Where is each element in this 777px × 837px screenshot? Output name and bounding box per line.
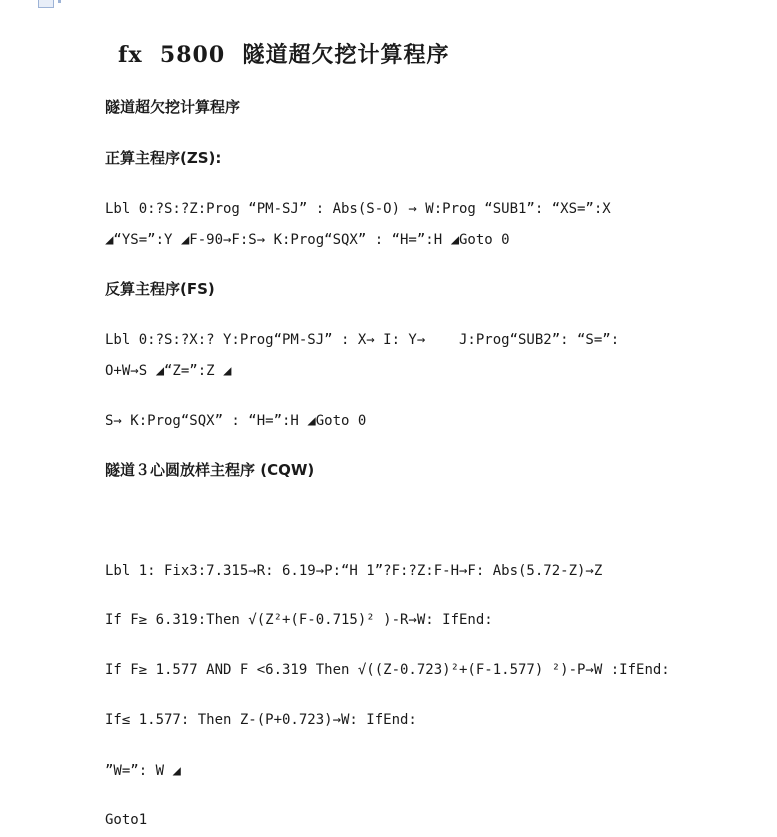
section-heading-forward: 正算主程序(ZS):: [105, 149, 222, 167]
code-line: If F≥ 6.319:Then √(Z²+(F-0.715)² )-R→W: IfEnd:: [105, 612, 493, 628]
section-heading-tunnel: 隧道３心圆放样主程序 (CQW): [105, 461, 315, 479]
code-line: Lbl 1: Fix3:7.315→R: 6.19→P:“H 1”?F:?Z:F-H→F: Abs(5.72-Z)→Z: [105, 563, 603, 579]
code-line: ◢“YS=”:Y ◢F-90→F:S→ K:Prog“SQX” : “H=”:H ◢Goto 0: [105, 232, 510, 248]
ruler-marker: [58, 0, 61, 3]
code-line: If≤ 1.577: Then Z-(P+0.723)→W: IfEnd:: [105, 712, 417, 728]
document-icon: [38, 0, 54, 8]
code-line: Goto1: [105, 812, 148, 828]
section-heading-inverse: 反算主程序(FS): [105, 280, 215, 298]
section-heading-main: 隧道超欠挖计算程序: [105, 98, 241, 116]
code-line: If F≥ 1.577 AND F <6.319 Then √((Z-0.723)²+(F-1.577) ²)-P→W :IfEnd:: [105, 662, 670, 678]
document-title: fx 5800 隧道超欠挖计算程序: [118, 42, 450, 68]
code-line: O+W→S ◢“Z=”:Z ◢: [105, 363, 232, 379]
code-line: Lbl 0:?S:?Z:Prog “PM-SJ” : Abs(S-O) → W:Prog “SUB1”: “XS=”:X: [105, 201, 611, 217]
code-line: ”W=”: W ◢: [105, 763, 181, 779]
code-line: Lbl 0:?S:?X:? Y:Prog“PM-SJ” : X→ I: Y→ J:Prog“SUB2”: “S=”:: [105, 332, 620, 348]
code-line: S→ K:Prog“SQX” : “H=”:H ◢Goto 0: [105, 413, 367, 429]
